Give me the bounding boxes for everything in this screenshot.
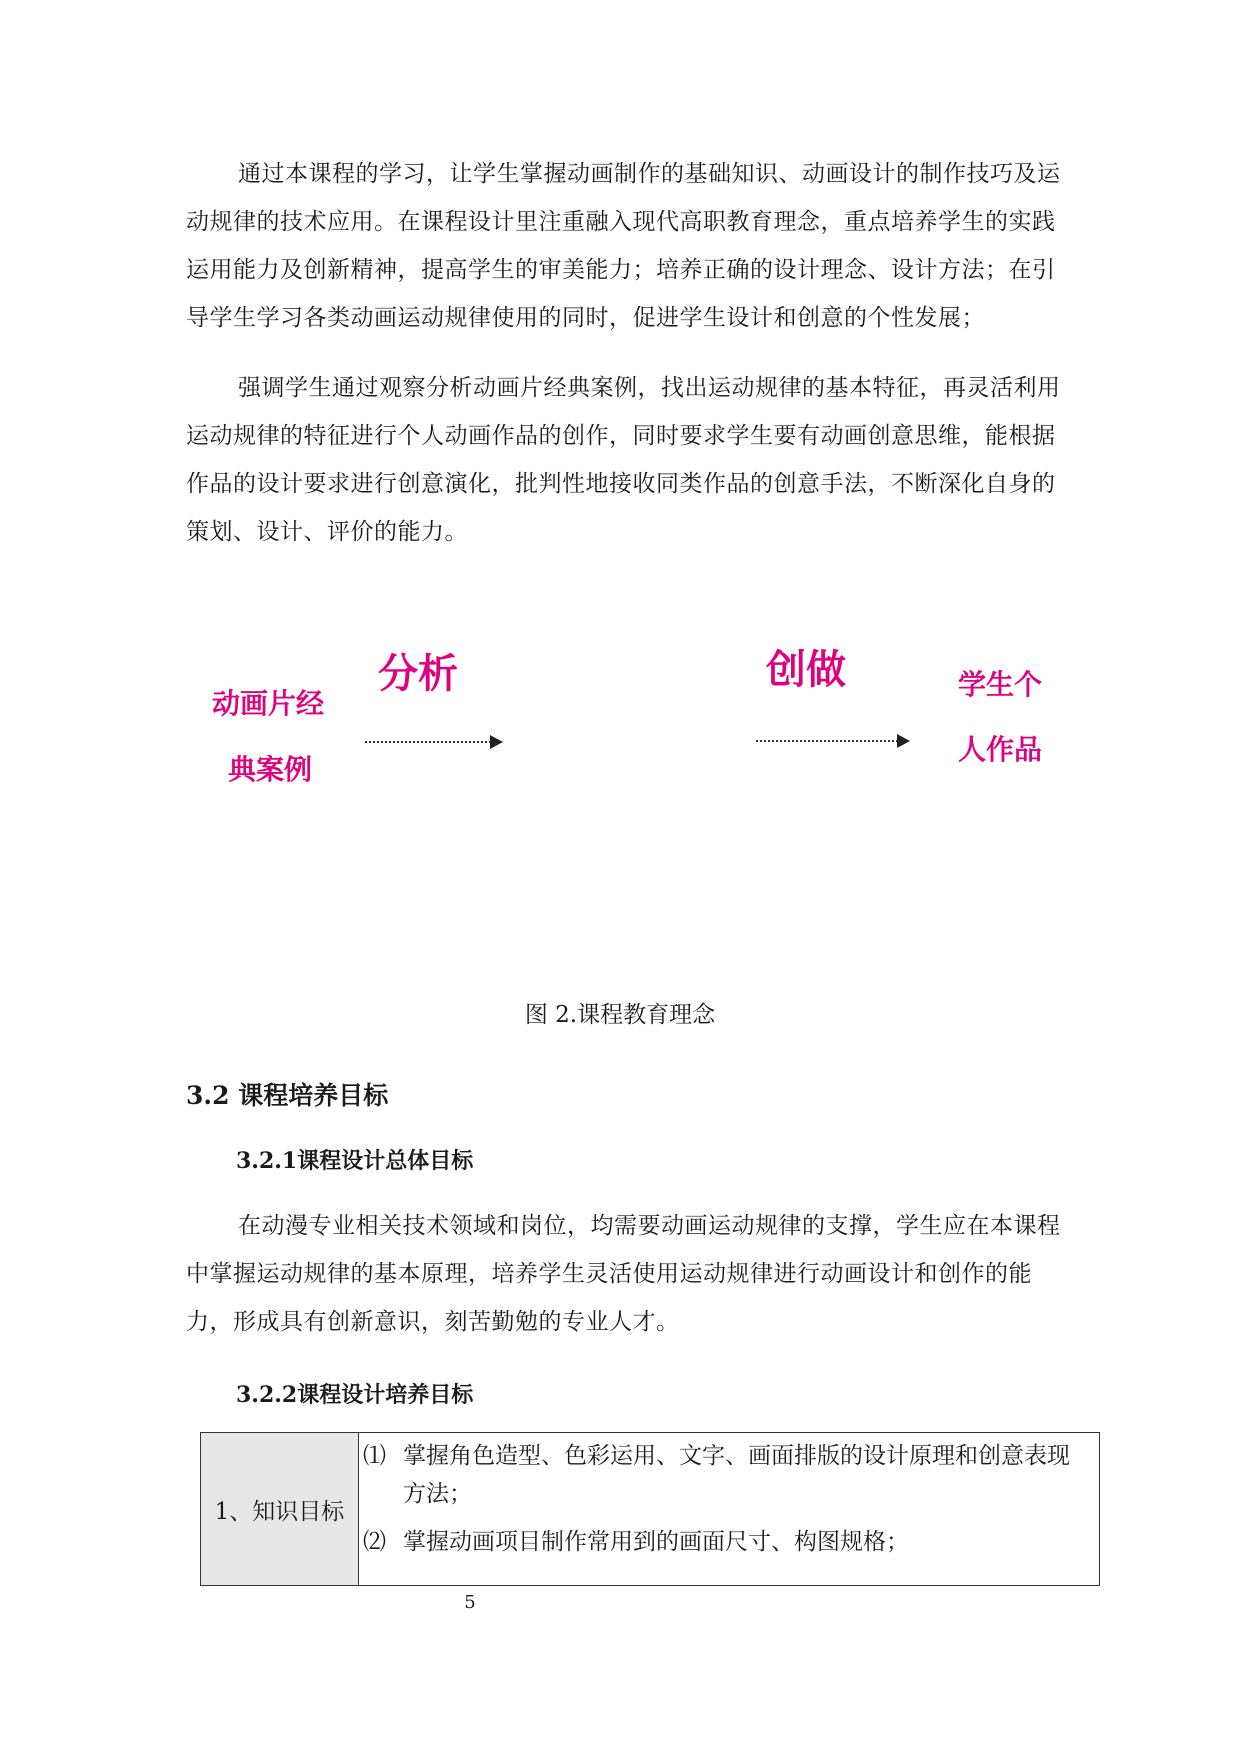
arrow-head-icon (490, 735, 503, 749)
arrow-analyze (365, 735, 503, 749)
diagram-result-line1: 学生个 (958, 668, 1043, 701)
section-heading: 3.2 课程培养目标 (186, 1081, 389, 1110)
subsection-heading-training: 3.2.2课程设计培养目标 (236, 1382, 474, 1408)
diagram-source-line2: 典案例 (228, 753, 313, 786)
diagram-result-line2: 人作品 (958, 733, 1043, 766)
item-number: ⑵ (363, 1529, 386, 1555)
intro-paragraph-2: 强调学生通过观察分析动画片经典案例，找出运动规律的基本特征，再灵活利用运动规律的特征进行个人动画作品的创作，同时要求学生要有动画创意思维，能根据作品的设计要求进行创意演化，批判性地接收同类作品的创意手法，不断深化自身的策划、设计、评价的能力。 (186, 375, 1061, 545)
list-item (363, 1437, 1089, 1513)
arrow-head-icon (897, 734, 910, 748)
goals-table (200, 1432, 1100, 1586)
page-number: 5 (464, 1592, 476, 1613)
goal-items (359, 1433, 1100, 1586)
diagram-step-create: 创做 (766, 647, 846, 693)
figure-caption: 图 2.课程教育理念 (524, 1002, 716, 1028)
table-row (201, 1433, 1100, 1586)
arrow-create (756, 734, 910, 748)
goal-category-label: 1、知识目标 (201, 1433, 359, 1586)
intro-paragraph-1: 通过本课程的学习，让学生掌握动画制作的基础知识、动画设计的制作技巧及运动规律的技术应用。在课程设计里注重融入现代高职教育理念，重点培养学生的实践运用能力及创新精神，提高学生的审美能力；培养正确的设计理念、设计方法；在引导学生学习各类动画运动规律使用的同时，促进学生设计和创意的个性发展； (186, 161, 1061, 331)
diagram-source-line1: 动画片经 (212, 687, 325, 720)
item-text: 掌握角色造型、色彩运用、文字、画面排版的设计原理和创意表现方法； (403, 1443, 1070, 1507)
overall-goal-paragraph: 在动漫专业相关技术领域和岗位，均需要动画运动规律的支撑，学生应在本课程中掌握运动规律的基本原理，培养学生灵活使用运动规律进行动画设计和创作的能力，形成具有创新意识，刻苦勤勉的专业人才。 (186, 1213, 1061, 1335)
item-text: 掌握动画项目制作常用到的画面尺寸、构图规格； (403, 1529, 909, 1555)
diagram-step-analyze: 分析 (378, 651, 458, 697)
item-number: ⑴ (363, 1443, 386, 1469)
subsection-heading-overall: 3.2.1课程设计总体目标 (236, 1148, 474, 1174)
list-item (363, 1523, 1089, 1561)
